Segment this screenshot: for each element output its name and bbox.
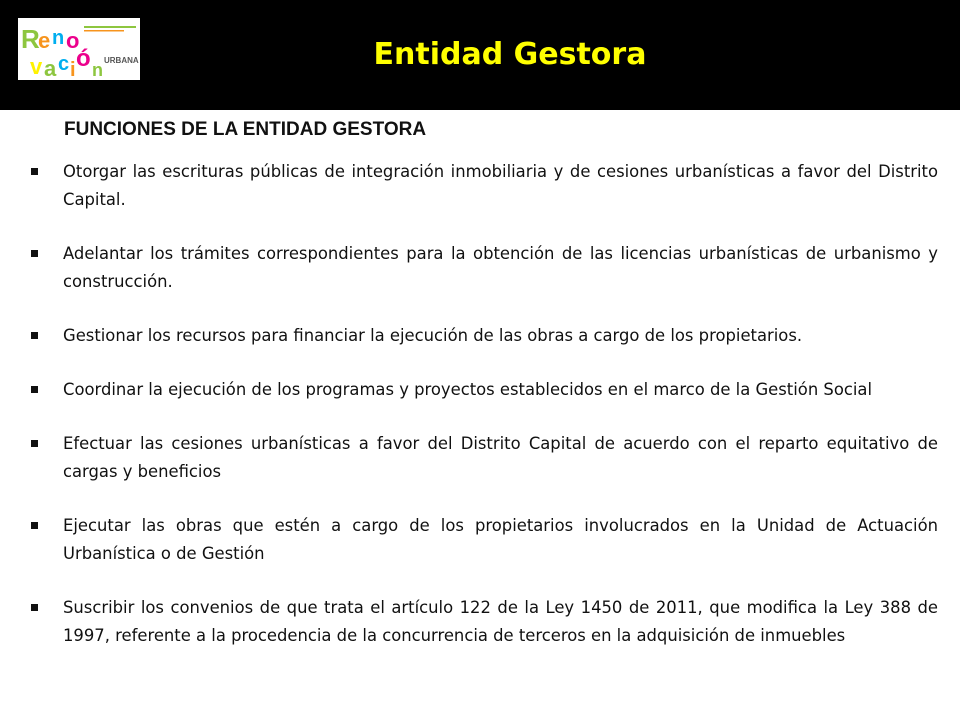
renovacion-urbana-logo — [18, 18, 140, 80]
svg-text:i: i — [70, 59, 76, 80]
list-item — [30, 158, 938, 214]
square-bullet-icon — [31, 168, 38, 175]
logo-subtext: URBANA — [104, 56, 139, 65]
slide-title: Entidad Gestora — [373, 37, 647, 72]
list-item-text: Coordinar la ejecución de los programas y proyectos establecidos en el marco de la Gestión Social — [63, 380, 873, 399]
list-item-text: Adelantar los trámites correspondientes para la obtención de las licencias urbanísticas de urbanismo y construcción. — [63, 244, 938, 291]
functions-list — [30, 158, 938, 676]
list-item — [30, 430, 938, 486]
square-bullet-icon — [31, 522, 38, 529]
square-bullet-icon — [31, 386, 38, 393]
list-item — [30, 512, 938, 568]
square-bullet-icon — [31, 440, 38, 447]
section-heading: FUNCIONES DE LA ENTIDAD GESTORA — [64, 119, 427, 140]
list-item — [30, 376, 938, 404]
svg-text:ó: ó — [76, 45, 91, 72]
svg-text:a: a — [44, 56, 57, 80]
svg-text:R: R — [21, 24, 40, 54]
list-item-text: Efectuar las cesiones urbanísticas a favor del Distrito Capital de acuerdo con el reparto equitativo de cargas y beneficios — [63, 434, 938, 481]
svg-text:n: n — [92, 60, 103, 80]
square-bullet-icon — [31, 604, 38, 611]
list-item-text: Gestionar los recursos para financiar la ejecución de las obras a cargo de los propietarios. — [63, 326, 803, 345]
list-item-text: Suscribir los convenios de que trata el artículo 122 de la Ley 1450 de 2011, que modifica la Ley 388 de 1997, referente a la procedencia de la concurrencia de terceros en la adquisición de inmuebles — [63, 598, 938, 645]
list-item-text: Ejecutar las obras que estén a cargo de los propietarios involucrados en la Unidad de Actuación Urbanística o de Gestión — [63, 516, 938, 563]
svg-text:n: n — [52, 27, 65, 49]
svg-text:e: e — [38, 28, 51, 53]
list-item-text: Otorgar las escrituras públicas de integración inmobiliaria y de cesiones urbanísticas a favor del Distrito Capital. — [63, 162, 938, 209]
svg-text:v: v — [30, 54, 43, 79]
list-item — [30, 240, 938, 296]
list-item — [30, 594, 938, 650]
header-band — [0, 0, 960, 110]
svg-text:o: o — [66, 28, 80, 53]
list-item — [30, 322, 938, 350]
logo-graphic — [18, 18, 140, 80]
square-bullet-icon — [31, 332, 38, 339]
svg-text:c: c — [58, 53, 70, 75]
square-bullet-icon — [31, 250, 38, 257]
